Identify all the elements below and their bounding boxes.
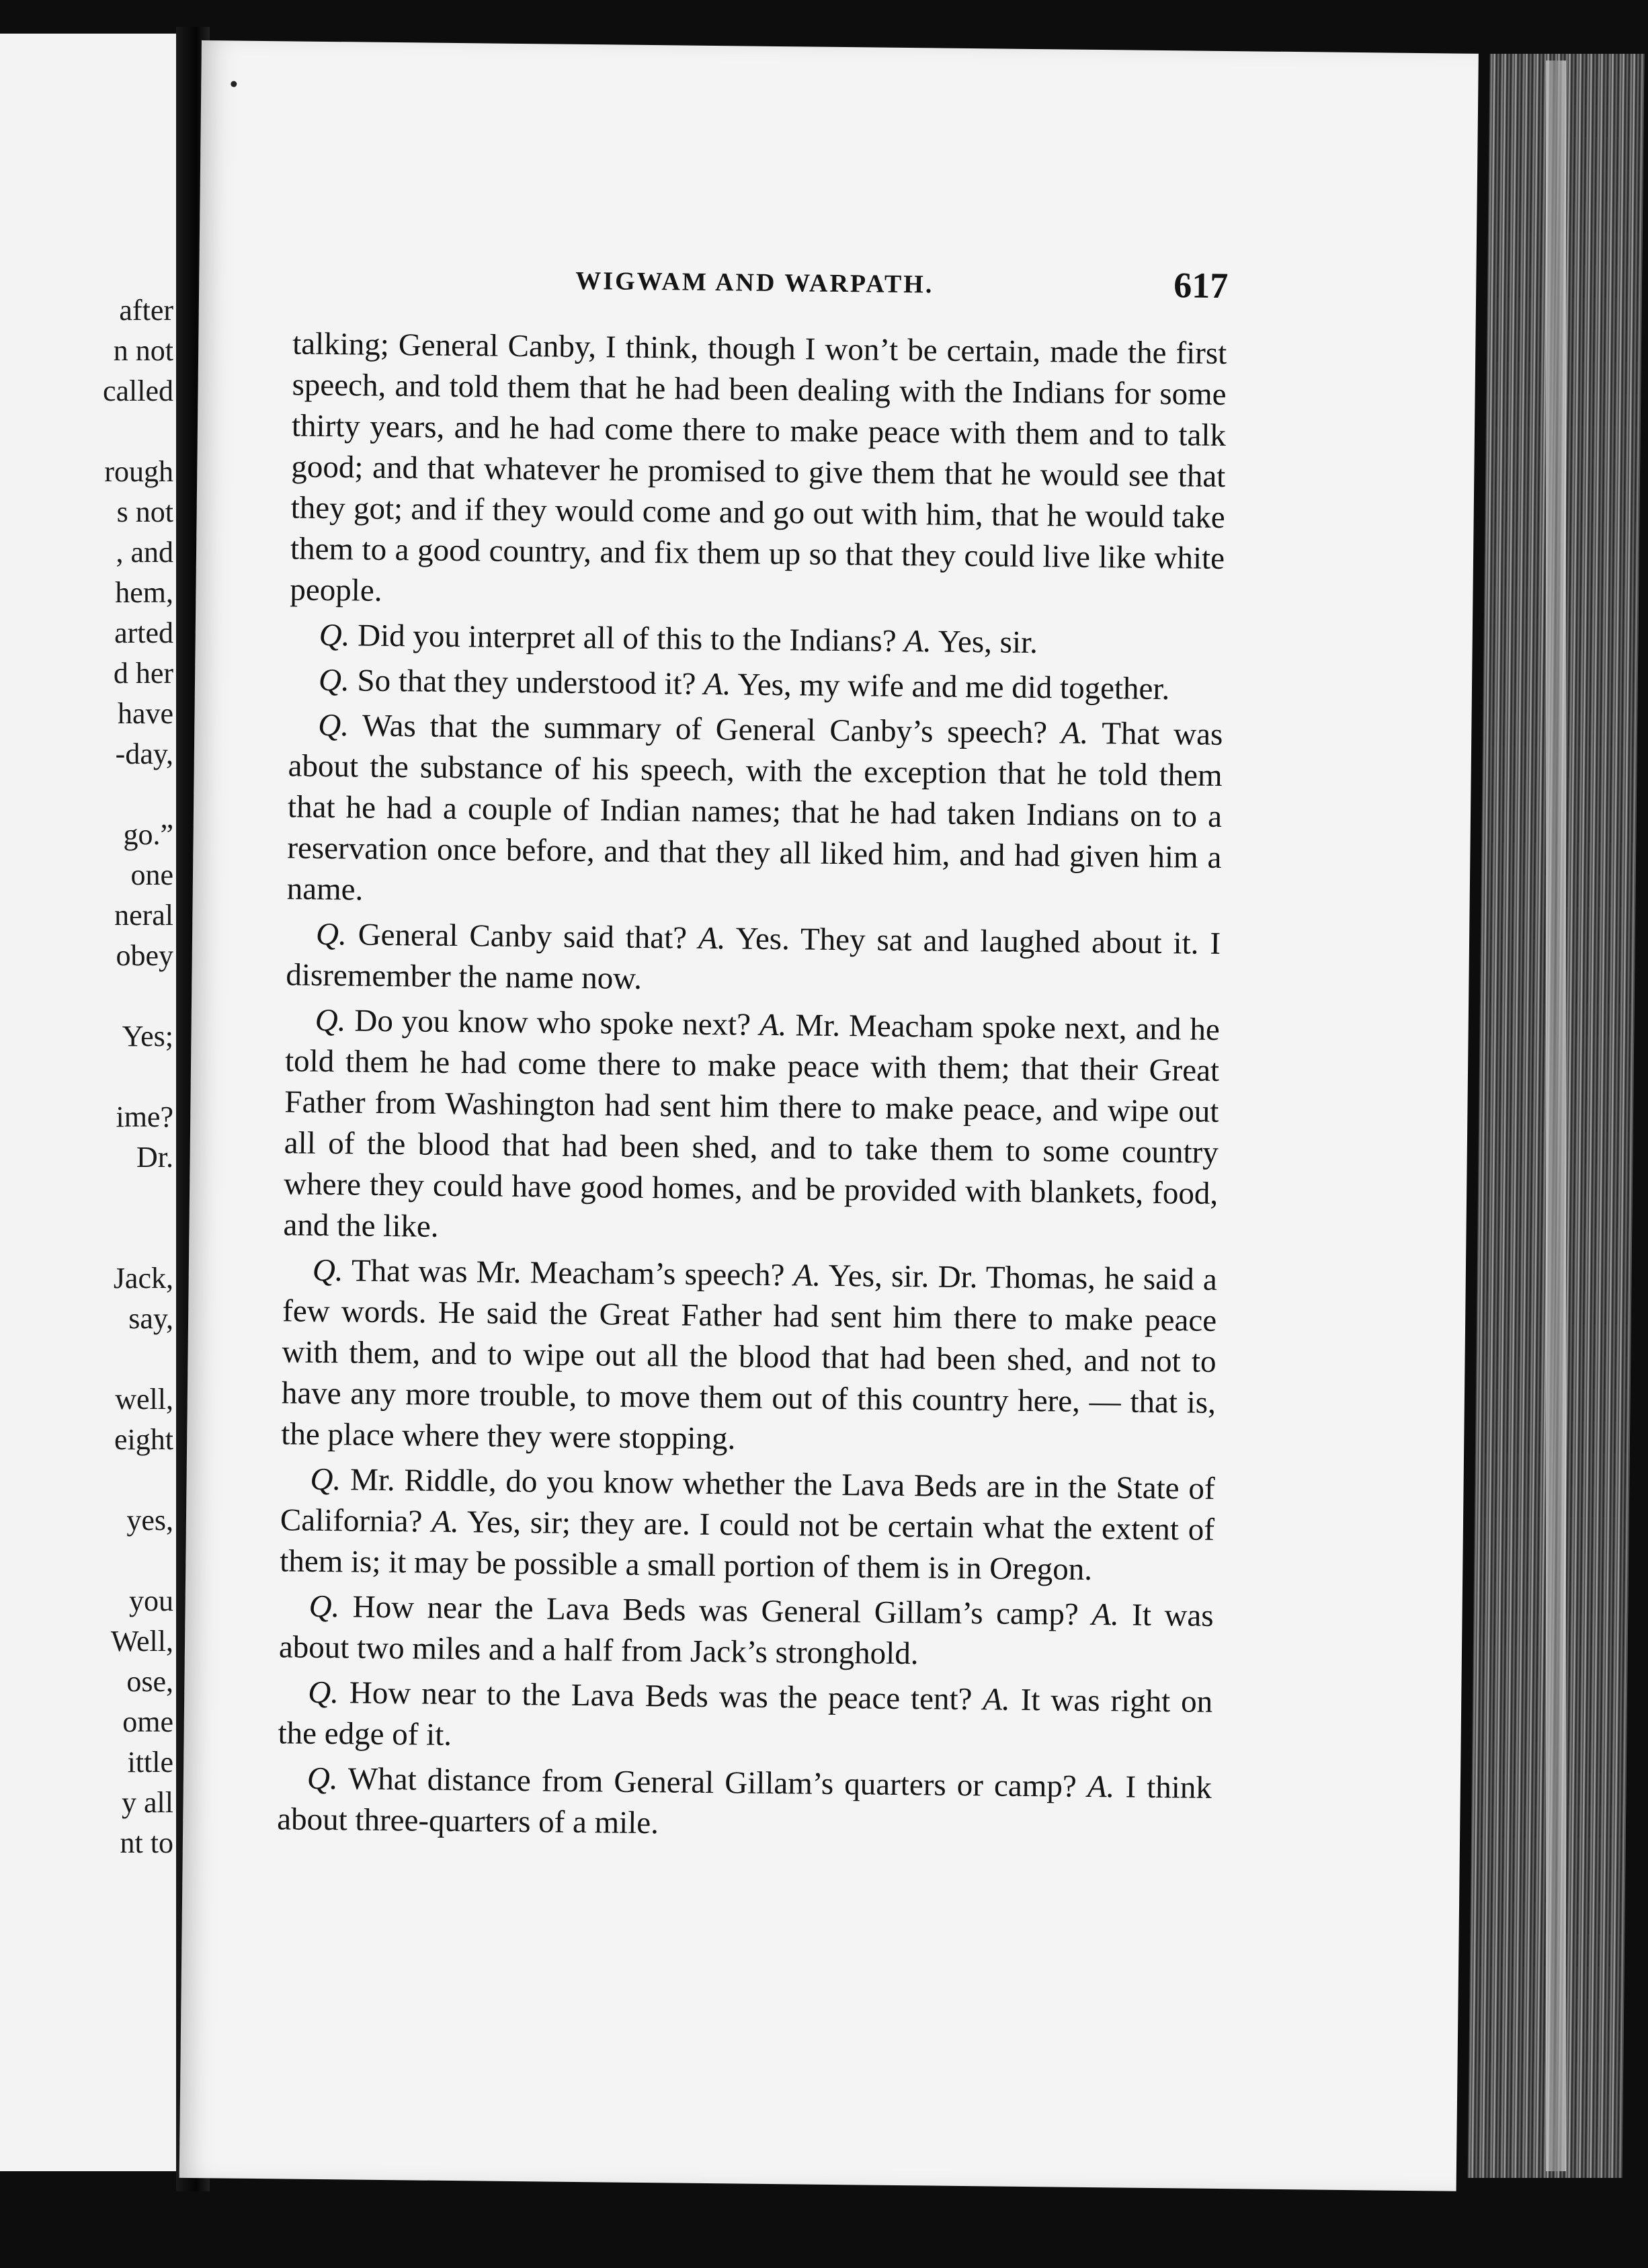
answer-text: It was right on the edge of it.: [278, 1682, 1213, 1753]
paragraph: [280, 1459, 1215, 1592]
paragraph: [281, 1250, 1217, 1465]
answer-text: Yes, sir.: [938, 624, 1038, 661]
paragraph: [277, 1758, 1212, 1850]
facing-page-line: hem,: [115, 576, 173, 609]
page-edges-highlight: [1546, 60, 1566, 2171]
ink-dot: [231, 81, 237, 87]
facing-page-line: d her: [113, 657, 173, 690]
facing-page-line: eight: [114, 1423, 173, 1456]
paragraph: [278, 1672, 1212, 1764]
answer-text: It was about two miles and a half from Jack’s stronghold.: [278, 1597, 1214, 1672]
question-label: Q.: [318, 662, 350, 698]
answer-label: A.: [904, 623, 932, 659]
facing-page-line: obey: [116, 939, 173, 972]
facing-page-line: -day,: [115, 737, 173, 770]
answer-label: A.: [1091, 1596, 1120, 1633]
answer-label: A.: [1061, 715, 1089, 751]
facing-page-line: y all: [122, 1786, 173, 1819]
facing-page-line: , and: [116, 536, 173, 569]
question-text: Mr. Riddle, do you know whether the Lava Beds are in the State of California?: [280, 1462, 1215, 1539]
facing-page-line: Well,: [111, 1625, 173, 1658]
answer-label: A.: [1087, 1769, 1115, 1805]
question-label: Q.: [307, 1674, 339, 1711]
paragraph: [289, 659, 1224, 711]
answer-label: A.: [698, 920, 726, 957]
facing-page-line: have: [117, 697, 173, 730]
facing-page-line: s not: [116, 495, 173, 528]
paragraph: [289, 614, 1224, 665]
facing-page-line: rough: [104, 455, 173, 488]
page-number: 617: [1173, 265, 1229, 307]
facing-page-line: say,: [128, 1302, 173, 1335]
paragraph: [279, 1586, 1214, 1678]
question-text: How near the Lava Beds was General Gillam’s camp?: [352, 1589, 1079, 1632]
facing-page-line: n not: [113, 334, 173, 367]
facing-page-line: neral: [114, 899, 173, 932]
question-label: Q.: [306, 1760, 338, 1797]
facing-page-line: Jack,: [113, 1262, 173, 1295]
facing-page-left: [0, 34, 180, 2171]
facing-page-line: ome: [122, 1705, 173, 1738]
facing-page-line: ose,: [126, 1665, 173, 1698]
answer-label: A.: [983, 1682, 1011, 1717]
facing-page-line: after: [119, 294, 173, 327]
question-label: Q.: [318, 707, 349, 743]
paragraph-text: talking; General Canby, I think, though I won’t be certain, made the first speech, and told them that he had been dealing with the Indians for some thirty years, and he had come there to make peace with them and to talk good; and that whatever he promised to give them that he would see that they got; and if they would come and go out with him, that he would take them to a good country, and fix them up so that they could live like white people.: [290, 326, 1227, 608]
answer-text: Yes. They sat and laughed about it. I disremember the name now.: [286, 921, 1221, 996]
facing-page-line: called: [102, 374, 173, 407]
question-label: Q.: [315, 1002, 346, 1039]
facing-page-line: ime?: [116, 1100, 173, 1133]
facing-page-line: one: [130, 858, 173, 891]
answer-label: A.: [703, 666, 731, 702]
answer-text: Mr. Meacham spoke next, and he told them he had come there to make peace with them; that their Great Father from Washington had sent him there to make peace, and wipe out all of the blood that had been shed, and to take them to some country where they could have good homes, and be provided with blankets, food, and the like.: [283, 1008, 1220, 1244]
question-text: General Canby said that?: [358, 917, 688, 956]
facing-page-line: ittle: [127, 1746, 173, 1779]
question-text: How near to the Lava Beds was the peace tent?: [349, 1675, 973, 1717]
answer-text: I think about three-quarters of a mile.: [277, 1769, 1212, 1841]
running-head: WIGWAM AND WARPATH.: [575, 266, 934, 299]
question-text: Did you interpret all of this to the Indians?: [357, 618, 897, 659]
facing-page-line: Dr.: [136, 1141, 173, 1174]
question-text: So that they understood it?: [357, 663, 696, 702]
book-page: [179, 40, 1479, 2191]
answer-text: That was about the substance of his speech, with the exception that he told them that he had a couple of Indian names; that he had taken Indians on to a reservation once before, and that they all liked him, and had given him a name.: [286, 716, 1223, 907]
facing-page-line: Yes;: [122, 1020, 173, 1053]
question-label: Q.: [319, 617, 350, 653]
answer-label: A.: [793, 1258, 821, 1293]
question-label: Q.: [312, 1252, 343, 1289]
answer-label: A.: [759, 1007, 787, 1043]
facing-page-line: nt to: [120, 1826, 173, 1859]
paragraph: [286, 704, 1223, 920]
answer-text: Yes, my wife and me did together.: [737, 667, 1170, 707]
answer-label: A.: [431, 1504, 460, 1540]
facing-page-line: yes,: [126, 1504, 173, 1537]
paragraph: [286, 914, 1221, 1006]
question-text: What distance from General Gillam’s quarters or camp?: [347, 1761, 1077, 1804]
question-text: Was that the summary of General Canby’s speech?: [362, 708, 1048, 751]
answer-text: Yes, sir. Dr. Thomas, he said a few words. He said the Great Father had sent him there to make peace with them, and to wipe out all the blood that had been shed, and not to have any more trouble, to move them out of this country here, — that is, the place where they were stopping.: [281, 1258, 1218, 1457]
facing-page-line: you: [129, 1584, 173, 1617]
question-label: Q.: [310, 1461, 341, 1498]
paragraph: [290, 323, 1227, 620]
facing-page-line: arted: [114, 616, 173, 649]
answer-text: Yes, sir; they are. I could not be certain what the extent of them is; it may be possible a small portion of them is in Oregon.: [280, 1504, 1215, 1587]
paragraph: [283, 1000, 1220, 1256]
facing-page-line: well,: [115, 1383, 173, 1416]
body-text: [277, 323, 1227, 1853]
facing-page-line: go.”: [123, 818, 173, 851]
question-text: That was Mr. Meacham’s speech?: [351, 1253, 785, 1293]
question-label: Q.: [308, 1588, 340, 1625]
question-label: Q.: [315, 916, 347, 953]
question-text: Do you know who spoke next?: [354, 1003, 751, 1043]
